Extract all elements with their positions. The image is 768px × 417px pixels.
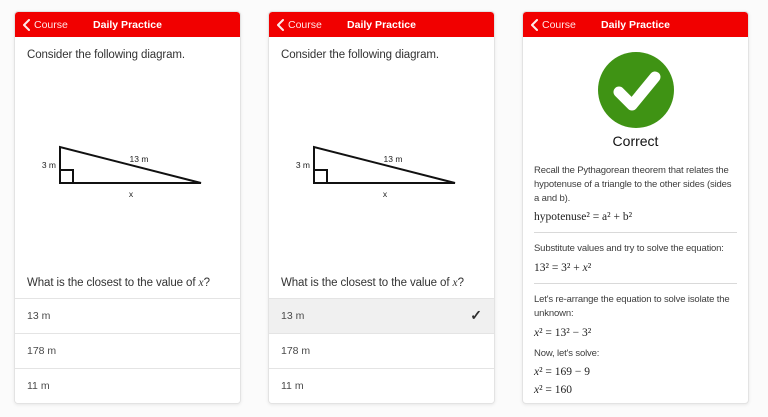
option-13m-selected[interactable]	[269, 298, 494, 333]
nav-bar	[15, 12, 240, 37]
options-list	[269, 298, 494, 403]
back-label: Course	[542, 18, 576, 31]
nav-title: Daily Practice	[93, 18, 162, 31]
screen-result-correct	[522, 11, 749, 404]
question-text	[15, 277, 240, 298]
diagram-label-base: x	[128, 189, 134, 199]
selected-checkmark-icon: ✓	[470, 306, 482, 323]
question-text-after: ?	[457, 277, 464, 289]
back-label: Course	[34, 18, 68, 31]
option-11m[interactable]	[15, 368, 240, 403]
explanation	[523, 149, 748, 396]
option-label: 11 m	[27, 380, 50, 392]
back-button[interactable]	[269, 19, 322, 31]
question-text-before: What is the closest to the value of	[281, 277, 453, 289]
option-label: 178 m	[27, 345, 57, 357]
checkmark-icon	[598, 52, 674, 128]
question-variable: x	[198, 277, 204, 289]
nav-bar	[269, 12, 494, 37]
chevron-left-icon	[277, 19, 284, 31]
chevron-left-icon	[531, 19, 538, 31]
question-text-before: What is the closest to the value of	[27, 277, 199, 289]
explanation-paragraph: Recall the Pythagorean theorem that relates the hypotenuse of a triangle to the other sides (sides a and b).	[534, 165, 732, 204]
equation-rearranged: x² = 13² − 3²	[534, 326, 592, 339]
right-triangle-diagram	[269, 131, 495, 216]
chevron-left-icon	[23, 19, 30, 31]
option-13m[interactable]	[15, 298, 240, 333]
divider	[534, 283, 737, 284]
diagram-label-vertical-side: 3 m	[295, 160, 310, 170]
option-label: 13 m	[27, 310, 51, 322]
question-text-after: ?	[203, 277, 210, 289]
back-button[interactable]	[15, 19, 68, 31]
screen-question-answered	[268, 11, 495, 404]
question-variable: x	[452, 277, 458, 289]
equation-substituted: 13² = 3² + x²	[534, 262, 592, 275]
question-prompt: Consider the following diagram.	[281, 49, 439, 61]
back-button[interactable]	[523, 19, 576, 31]
options-list	[15, 298, 240, 403]
equation-pythagorean: hypotenuse² = a² + b²	[534, 211, 633, 224]
option-178m[interactable]	[15, 333, 240, 368]
equation-result: x² = 160	[534, 384, 573, 397]
nav-title: Daily Practice	[347, 18, 416, 31]
diagram-label-vertical-side: 3 m	[41, 160, 56, 170]
divider	[534, 232, 737, 233]
question-text	[269, 277, 494, 298]
diagram-label-base: x	[382, 189, 388, 199]
nav-bar	[523, 12, 748, 37]
success-circle	[598, 52, 674, 128]
option-label: 13 m	[281, 310, 305, 322]
explanation-paragraph: Substitute values and try to solve the equation:	[534, 243, 724, 255]
back-label: Course	[288, 18, 322, 31]
right-triangle-diagram	[15, 131, 241, 216]
equation-solve-step: x² = 169 − 9	[534, 366, 591, 379]
diagram-label-hypotenuse: 13 m	[129, 154, 149, 164]
diagram-label-hypotenuse: 13 m	[383, 154, 403, 164]
explanation-paragraph: Now, let's solve:	[534, 347, 600, 359]
option-label: 11 m	[281, 380, 304, 392]
option-label: 178 m	[281, 345, 311, 357]
explanation-paragraph: Let's re-arrange the equation to solve isolate the unknown:	[534, 294, 730, 319]
nav-title: Daily Practice	[601, 18, 670, 31]
result-label: Correct	[612, 133, 659, 149]
option-11m[interactable]	[269, 368, 494, 403]
question-prompt: Consider the following diagram.	[27, 49, 185, 61]
option-178m[interactable]	[269, 333, 494, 368]
screen-question-unanswered	[14, 11, 241, 404]
